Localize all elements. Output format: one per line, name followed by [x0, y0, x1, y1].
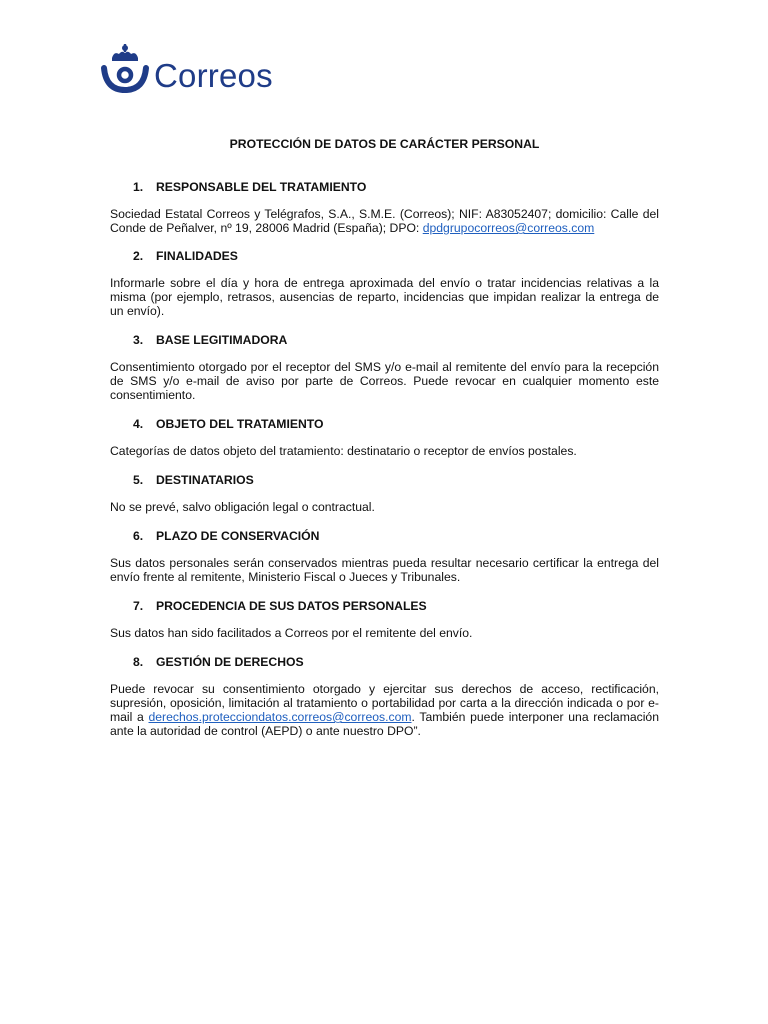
section-number: 7.	[133, 599, 144, 613]
section-text: Puede revocar su consentimiento otorgado y ejercitar sus derechos de acceso, rectificación, supresión, oposición, limitación al tratamiento o portabilidad por carta a la dirección indicada o por e-mail a	[110, 682, 659, 724]
section-title: DESTINATARIOS	[156, 473, 254, 487]
section-text-after: . También puede interponer una reclamación ante la autoridad de control (AEPD) o ante nuestro DPO”.	[110, 710, 659, 738]
section-heading-6	[133, 528, 653, 544]
section-body-5: No se prevé, salvo obligación legal o contractual.	[110, 500, 375, 514]
section-heading-7	[133, 598, 653, 614]
section-title: OBJETO DEL TRATAMIENTO	[156, 417, 324, 431]
section-body-8	[110, 682, 659, 738]
section-number: 5.	[133, 473, 144, 487]
section-body-7: Sus datos han sido facilitados a Correos por el remitente del envío.	[110, 626, 473, 640]
section-number: 4.	[133, 417, 144, 431]
section-body-2: Informarle sobre el día y hora de entrega aproximada del envío o tratar incidencias relativas a la misma (por ejemplo, retrasos, ausencias de reparto, incidencias que impidan realizar la entrega de un envío).	[110, 276, 659, 318]
rights-email-link[interactable]: derechos.protecciondatos.correos@correos.com	[148, 710, 412, 724]
section-number: 8.	[133, 655, 144, 669]
section-heading-5	[133, 472, 653, 488]
section-body-3: Consentimiento otorgado por el receptor del SMS y/o e-mail al remitente del envío para la recepción de SMS y/o e-mail de aviso por parte de Correos. Puede revocar en cualquier momento este consentimiento.	[110, 360, 659, 402]
section-heading-4	[133, 416, 653, 432]
section-body-6: Sus datos personales serán conservados mientras pueda resultar necesario certificar la entrega del envío frente al remitente, Ministerio Fiscal o Jueces y Tribunales.	[110, 556, 659, 584]
crown-horn-icon	[100, 42, 150, 98]
section-title: GESTIÓN DE DERECHOS	[156, 655, 304, 669]
section-number: 2.	[133, 249, 144, 263]
section-title: FINALIDADES	[156, 249, 238, 263]
section-text: Sociedad Estatal Correos y Telégrafos, S.A., S.M.E. (Correos); NIF: A83052407; domicilio: Calle del Conde de Peñalver, nº 19, 28006 Madrid (España); DPO:	[110, 207, 659, 235]
section-title: PLAZO DE CONSERVACIÓN	[156, 529, 320, 543]
section-number: 3.	[133, 333, 144, 347]
section-body-1	[110, 207, 659, 235]
section-title: BASE LEGITIMADORA	[156, 333, 288, 347]
section-title: RESPONSABLE DEL TRATAMIENTO	[156, 180, 367, 194]
section-title: PROCEDENCIA DE SUS DATOS PERSONALES	[156, 599, 427, 613]
correos-logo	[100, 42, 300, 98]
brand-name: Correos	[154, 57, 273, 94]
section-heading-2	[133, 248, 653, 264]
section-heading-8	[133, 654, 653, 670]
document-title: PROTECCIÓN DE DATOS DE CARÁCTER PERSONAL	[229, 137, 540, 151]
section-body-4: Categorías de datos objeto del tratamiento: destinatario o receptor de envíos postales.	[110, 444, 577, 458]
section-heading-1	[133, 179, 653, 195]
section-heading-3	[133, 332, 653, 348]
section-number: 6.	[133, 529, 144, 543]
section-number: 1.	[133, 180, 144, 194]
dpo-email-link[interactable]: dpdgrupocorreos@correos.com	[422, 221, 595, 235]
